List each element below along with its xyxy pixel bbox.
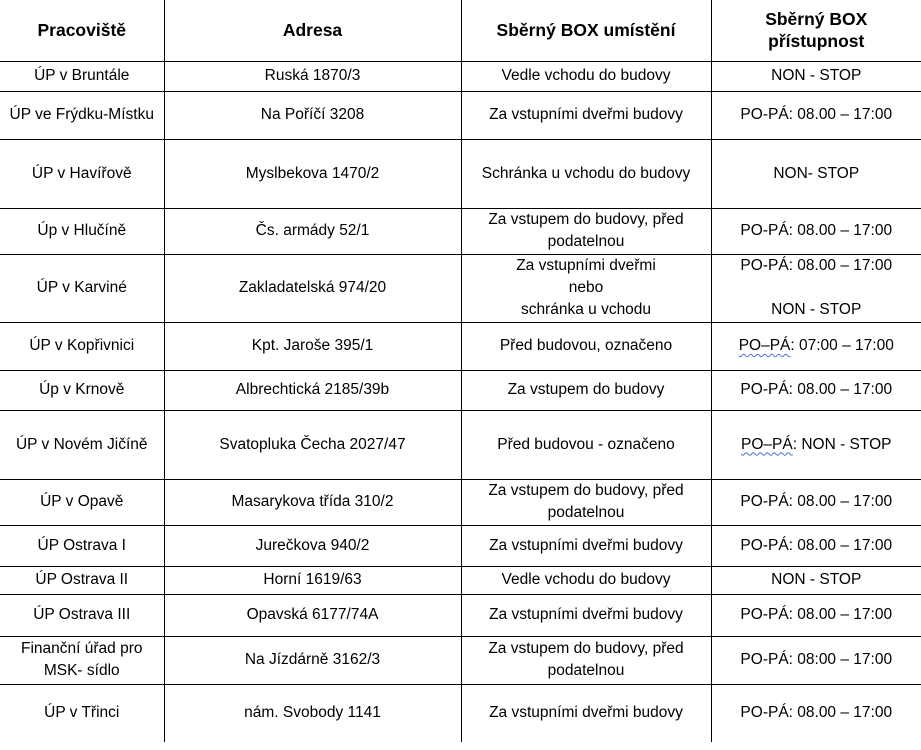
header-box-location: Sběrný BOX umístění	[461, 0, 711, 61]
access-cell: PO-PÁ: 08.00 – 17:00	[711, 479, 921, 525]
address-cell: Albrechtická 2185/39b	[164, 370, 461, 410]
access-line: PO-PÁ: 08.00 – 17:00	[740, 257, 893, 274]
office-line: MSK- sídlo	[43, 662, 120, 679]
table-row	[0, 636, 921, 684]
location-line: Za vstupem do budovy, před	[488, 640, 684, 657]
location-cell: Za vstupem do budovy	[461, 370, 711, 410]
office-cell: ÚP Ostrava III	[0, 594, 164, 636]
address-cell: Kpt. Jaroše 395/1	[164, 322, 461, 370]
access-hours: : NON - STOP	[792, 435, 892, 453]
address-cell: Masarykova třída 310/2	[164, 479, 461, 525]
access-cell: PO-PÁ: 08.00 – 17:00	[711, 525, 921, 566]
access-cell: NON - STOP	[711, 566, 921, 594]
header-address: Adresa	[164, 0, 461, 61]
office-cell: ÚP v Novém Jičíně	[0, 410, 164, 479]
table-row	[0, 61, 921, 91]
office-cell: ÚP Ostrava I	[0, 525, 164, 566]
table-header-row	[0, 0, 921, 61]
location-cell	[461, 479, 711, 525]
access-cell	[711, 254, 921, 322]
access-cell	[711, 322, 921, 370]
access-cell: PO-PÁ: 08.00 – 17:00	[711, 594, 921, 636]
office-cell: ÚP v Havířově	[0, 139, 164, 208]
location-line: Za vstupem do budovy, před	[488, 482, 684, 499]
table-row	[0, 566, 921, 594]
address-cell: Zakladatelská 974/20	[164, 254, 461, 322]
office-line: Finanční úřad pro	[21, 640, 143, 657]
address-cell: Na Poříčí 3208	[164, 91, 461, 139]
access-cell: PO-PÁ: 08:00 – 17:00	[711, 636, 921, 684]
address-cell: Čs. armády 52/1	[164, 208, 461, 254]
office-cell	[0, 636, 164, 684]
location-cell: Za vstupními dveřmi budovy	[461, 684, 711, 742]
location-line: podatelnou	[547, 662, 625, 679]
access-cell: NON- STOP	[711, 139, 921, 208]
location-line: Za vstupními dveřmi	[516, 257, 656, 274]
access-line: NON - STOP	[771, 301, 862, 318]
location-line: podatelnou	[547, 233, 625, 250]
table-row	[0, 410, 921, 479]
location-cell: Za vstupními dveřmi budovy	[461, 525, 711, 566]
access-days-spellcheck: PO–PÁ	[741, 435, 793, 453]
location-cell: Schránka u vchodu do budovy	[461, 139, 711, 208]
office-cell: ÚP v Kopřivnici	[0, 322, 164, 370]
address-cell: Na Jízdárně 3162/3	[164, 636, 461, 684]
office-cell: ÚP ve Frýdku-Místku	[0, 91, 164, 139]
header-access-line1: Sběrný BOX	[765, 9, 868, 30]
table-row	[0, 479, 921, 525]
address-cell: Ruská 1870/3	[164, 61, 461, 91]
access-hours: : 07:00 – 17:00	[790, 337, 894, 354]
address-cell: nám. Svobody 1141	[164, 684, 461, 742]
access-days-spellcheck: PO–PÁ	[738, 337, 791, 354]
location-line: nebo	[568, 279, 604, 296]
location-cell	[461, 636, 711, 684]
location-cell: Před budovou, označeno	[461, 322, 711, 370]
address-cell: Jurečkova 940/2	[164, 525, 461, 566]
access-cell: PO-PÁ: 08.00 – 17:00	[711, 208, 921, 254]
office-cell: ÚP v Karviné	[0, 254, 164, 322]
location-cell	[461, 208, 711, 254]
access-cell: PO-PÁ: 08.00 – 17:00	[711, 91, 921, 139]
location-cell: Před budovou - označeno	[461, 410, 711, 479]
table-row	[0, 208, 921, 254]
office-cell: ÚP v Třinci	[0, 684, 164, 742]
location-line: schránka u vchodu	[520, 301, 652, 318]
office-cell: ÚP v Opavě	[0, 479, 164, 525]
office-cell: ÚP v Bruntále	[0, 61, 164, 91]
location-line: podatelnou	[547, 504, 625, 521]
office-cell: ÚP Ostrava II	[0, 566, 164, 594]
access-cell: PO-PÁ: 08.00 – 17:00	[711, 370, 921, 410]
address-cell: Myslbekova 1470/2	[164, 139, 461, 208]
table-row	[0, 139, 921, 208]
table-row	[0, 525, 921, 566]
office-cell: Úp v Hlučíně	[0, 208, 164, 254]
access-cell	[711, 410, 921, 479]
location-cell: Vedle vchodu do budovy	[461, 61, 711, 91]
address-cell: Horní 1619/63	[164, 566, 461, 594]
address-cell: Svatopluka Čecha 2027/47	[164, 410, 461, 479]
table-row	[0, 684, 921, 742]
access-cell: PO-PÁ: 08.00 – 17:00	[711, 684, 921, 742]
office-cell: Úp v Krnově	[0, 370, 164, 410]
header-box-access	[711, 0, 921, 61]
table-row	[0, 594, 921, 636]
address-cell: Opavská 6177/74A	[164, 594, 461, 636]
location-cell: Za vstupními dveřmi budovy	[461, 594, 711, 636]
location-cell	[461, 254, 711, 322]
access-cell: NON - STOP	[711, 61, 921, 91]
table-row	[0, 370, 921, 410]
header-office: Pracoviště	[0, 0, 164, 61]
access-spacer	[714, 277, 920, 299]
table-row	[0, 322, 921, 370]
location-line: Za vstupem do budovy, před	[488, 211, 684, 228]
location-cell: Vedle vchodu do budovy	[461, 566, 711, 594]
header-access-line2: přístupnost	[768, 31, 865, 52]
table-row	[0, 91, 921, 139]
table-row	[0, 254, 921, 322]
location-cell: Za vstupními dveřmi budovy	[461, 91, 711, 139]
